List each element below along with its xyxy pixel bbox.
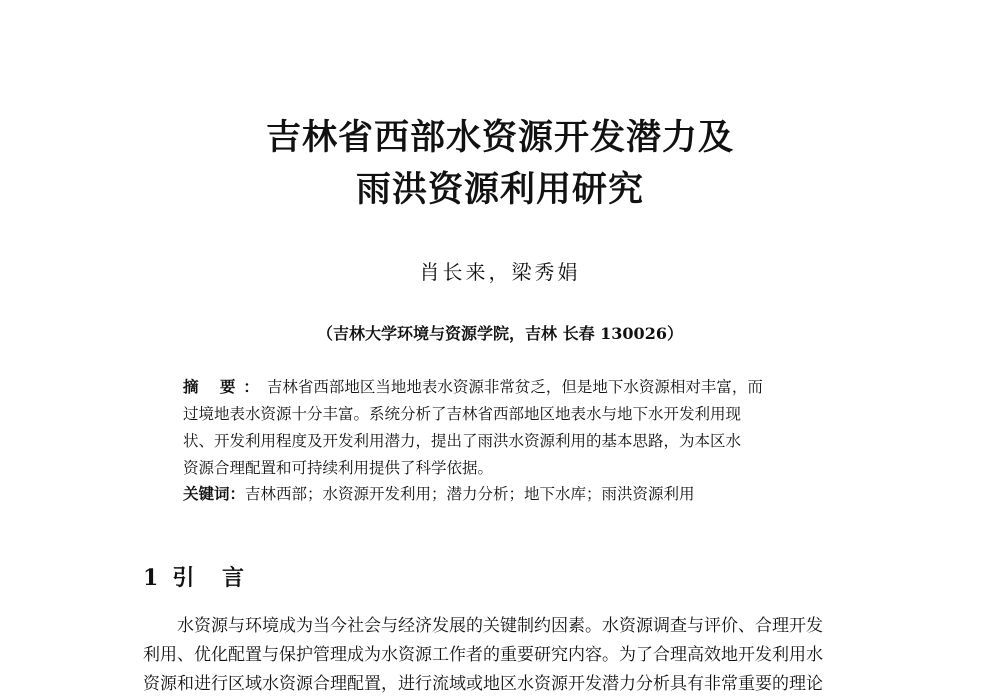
body-line-2: 利用、优化配置与保护管理成为水资源工作者的重要研究内容。为了合理高效地开发利用水	[143, 645, 823, 665]
abstract-text-1: 吉林省西部地区当地地表水资源非常贫乏，但是地下水资源相对丰富，而	[266, 378, 763, 396]
section-1-number: 1	[143, 565, 159, 591]
abstract-line-2: 过境地表水资源十分丰富。系统分析了吉林省西部地区地表水与地下水开发利用现	[183, 405, 742, 423]
abstract-line-4: 资源合理配置和可持续利用提供了科学依据。	[183, 459, 494, 477]
section-1-body	[143, 612, 863, 694]
paper-title-line-2: 雨洪资源利用研究	[355, 169, 644, 210]
paper-authors: 肖长来，梁秀娟	[419, 260, 581, 284]
keywords-label: 关键词：	[183, 484, 246, 503]
section-1-title: 引 言	[172, 565, 254, 591]
abstract-block	[183, 373, 823, 482]
body-line-1: 水资源与环境成为当今社会与经济发展的关键制约因素。水资源调查与评价、合理开发	[177, 616, 823, 636]
paper-affiliation: （吉林大学环境与资源学院，吉林 长春 130026）	[317, 324, 683, 343]
body-line-3: 资源和进行区域水资源合理配置，进行流域或地区水资源开发潜力分析具有非常重要的理论	[143, 674, 823, 694]
abstract-line-1	[183, 373, 823, 401]
abstract-label: 摘 要：	[183, 377, 267, 396]
section-1-heading	[143, 561, 254, 592]
keywords-block	[183, 482, 695, 504]
abstract-line-3: 状、开发利用程度及开发利用潜力，提出了雨洪水资源利用的基本思路，为本区水	[183, 432, 742, 450]
keywords-text: 吉林西部；水资源开发利用；潜力分析；地下水库；雨洪资源利用	[245, 485, 695, 503]
paper-title-line-1: 吉林省西部水资源开发潜力及	[265, 117, 734, 158]
